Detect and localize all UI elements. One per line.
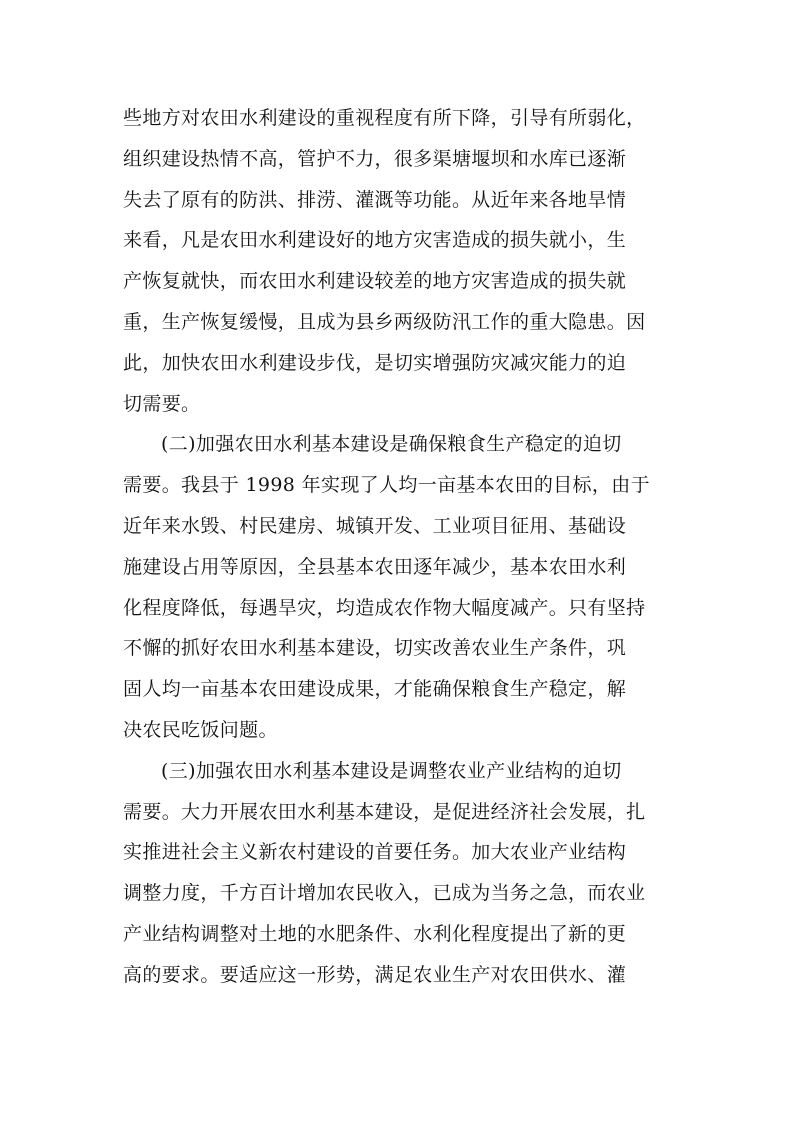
text-line: 失去了原有的防洪、排涝、灌溉等功能。从近年来各地旱情 — [123, 188, 627, 211]
text-line: 近年来水毁、村民建房、城镇开发、工业项目征用、基础设 — [123, 514, 627, 537]
text-line: 高的要求。要适应这一形势，满足农业生产对农田供水、灌 — [123, 963, 627, 986]
text-line: (三)加强农田水利基本建设是调整农业产业结构的迫切 — [161, 759, 622, 782]
text-line: 决农民吃饭问题。 — [123, 718, 278, 741]
paragraph-2 — [123, 424, 683, 750]
document-body — [123, 98, 683, 996]
text-line: 此，加快农田水利建设步伐，是切实增强防灾减灾能力的迫 — [123, 351, 627, 374]
text-line: 产业结构调整对土地的水肥条件、水利化程度提出了新的更 — [123, 922, 627, 945]
paragraph-3 — [123, 751, 683, 996]
text-line: 需要。我县于 1998 年实现了人均一亩基本农田的目标，由于 — [123, 474, 650, 497]
text-line: 些地方对农田水利建设的重视程度有所下降，引导有所弱化， — [123, 107, 646, 129]
text-line: 施建设占用等原因，全县基本农田逐年减少，基本农田水利 — [123, 555, 627, 578]
text-line: 化程度降低，每遇旱灾，均造成农作物大幅度减产。只有坚持 — [123, 596, 646, 619]
text-line: 来看，凡是农田水利建设好的地方灾害造成的损失就小，生 — [123, 229, 627, 252]
text-line: 产恢复就快，而农田水利建设较差的地方灾害造成的损失就 — [123, 270, 627, 293]
text-line: 组织建设热情不高，管护不力，很多渠塘堰坝和水库已逐渐 — [123, 147, 627, 170]
text-line: (二)加强农田水利基本建设是确保粮食生产稳定的迫切 — [161, 433, 622, 456]
text-line: 不懈的抓好农田水利基本建设，切实改善农业生产条件，巩 — [123, 637, 627, 660]
text-line: 需要。大力开展农田水利基本建设，是促进经济社会发展，扎 — [123, 800, 646, 823]
text-line: 切需要。 — [123, 392, 201, 415]
text-line: 调整力度，千方百计增加农民收入，已成为当务之急，而农业 — [123, 882, 646, 905]
text-line: 固人均一亩基本农田建设成果，才能确保粮食生产稳定，解 — [123, 678, 627, 701]
text-line: 实推进社会主义新农村建设的首要任务。加大农业产业结构 — [123, 841, 627, 864]
text-line: 重，生产恢复缓慢，且成为县乡两级防汛工作的重大隐患。因 — [123, 310, 646, 333]
paragraph-1 — [123, 98, 683, 424]
